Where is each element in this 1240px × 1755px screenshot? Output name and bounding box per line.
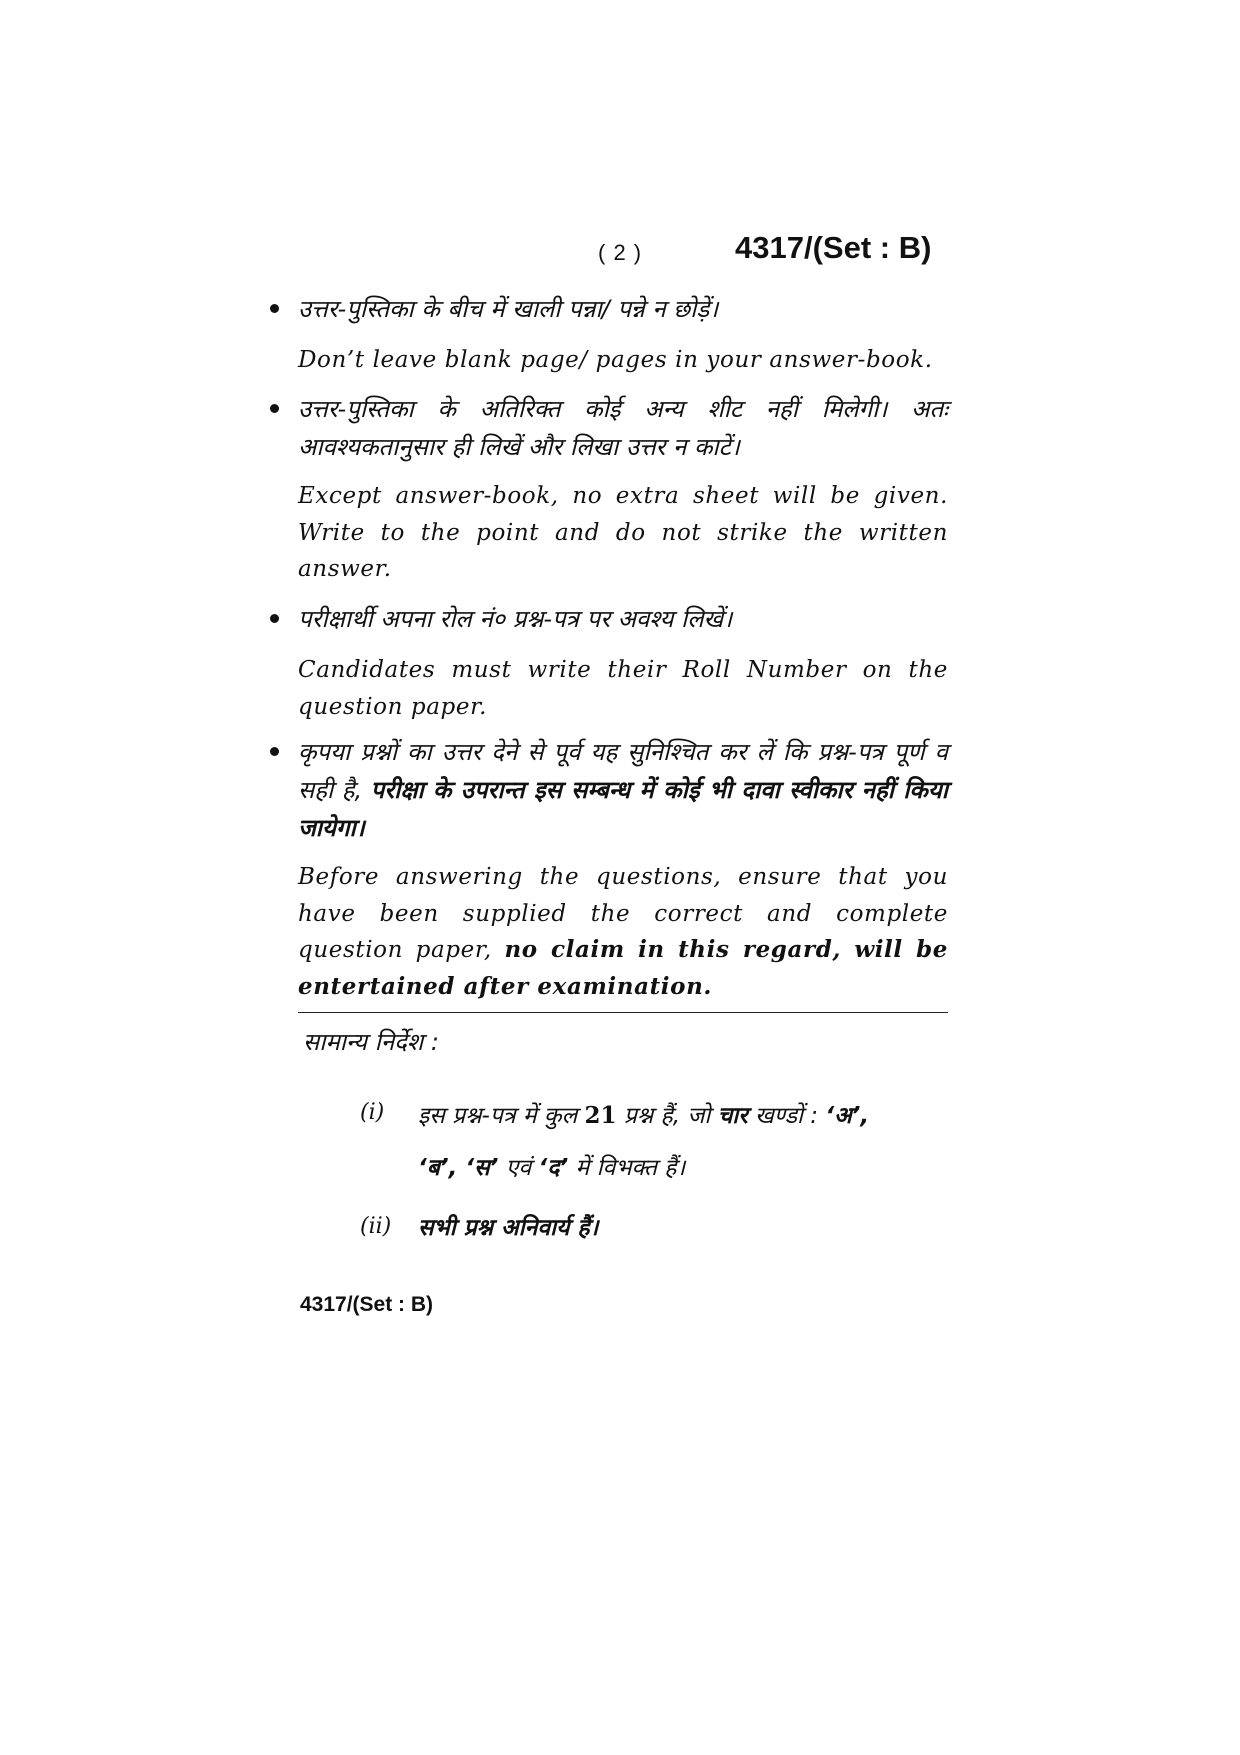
instruction-hindi: उत्तर-पुस्तिका के अतिरिक्त कोई अन्य शीट नहीं मिलेगी। अतः आवश्यकतानुसार ही लिखें और लिखा उत्तर न काटें। — [298, 395, 948, 461]
instruction-item-1 — [298, 290, 948, 379]
instruction-english-bold: no claim in this regard, will be entertained after examination. — [298, 936, 948, 1000]
general-instructions-heading: सामान्य निर्देश : — [303, 1028, 439, 1056]
instruction-item-2 — [298, 390, 948, 588]
instruction-english: Candidates must write their Roll Number on the question paper. — [298, 657, 948, 720]
bullet-icon — [270, 747, 279, 756]
text-segment: सभी प्रश्न अनिवार्य हैं। — [418, 1215, 599, 1241]
section-label: ‘द’ — [538, 1155, 569, 1181]
section-label: ‘ब’, ‘स’ — [418, 1155, 499, 1181]
paper-code-footer: 4317/(Set : B) — [300, 1293, 434, 1316]
general-instruction-item-2 — [418, 1202, 948, 1254]
general-instruction-item-1 — [418, 1090, 948, 1194]
instruction-english: Don’t leave blank page/ pages in your answer-book. — [298, 347, 933, 373]
instruction-item-4 — [298, 733, 948, 1005]
instruction-hindi-bold: परीक्षा के उपरान्त इस सम्बन्ध में कोई भी दावा स्वीकार नहीं किया जायेगा। — [298, 776, 948, 842]
text-segment: इस प्रश्न-पत्र में कुल — [418, 1103, 578, 1129]
instruction-item-3 — [298, 600, 948, 725]
text-segment: खण्डों : — [754, 1103, 819, 1129]
paper-code-header: 4317/(Set : B) — [735, 230, 932, 265]
bullet-icon — [270, 304, 279, 313]
divider — [298, 1012, 948, 1013]
instruction-english-text: Before answering the questions, ensure that you have been supplied the correct and complete question paper, — [298, 864, 948, 963]
general-instruction-number: (ii) — [360, 1214, 392, 1239]
question-count: 21 — [584, 1102, 617, 1129]
text-segment: एवं — [505, 1155, 532, 1181]
text-segment: में विभक्त हैं। — [575, 1155, 686, 1181]
bullet-icon — [270, 404, 279, 413]
instruction-hindi-text: कृपया प्रश्नों का उत्तर देने से पूर्व यह सुनिश्चित कर लें कि प्रश्न-पत्र पूर्ण व सही है, — [298, 738, 948, 804]
bullet-icon — [270, 614, 279, 623]
text-segment: प्रश्न हैं, जो — [623, 1103, 711, 1129]
section-label: ‘अ’, — [825, 1103, 870, 1129]
instruction-hindi: परीक्षार्थी अपना रोल नं० प्रश्न-पत्र पर अवश्य लिखें। — [298, 605, 733, 633]
general-instruction-number: (i) — [360, 1100, 385, 1125]
page-number: ( 2 ) — [598, 240, 643, 265]
instruction-hindi — [298, 733, 948, 847]
section-count-word: चार — [717, 1103, 748, 1129]
instruction-english: Except answer-book, no extra sheet will be given. Write to the point and do not strike the written answer. — [298, 483, 948, 582]
instruction-hindi: उत्तर-पुस्तिका के बीच में खाली पन्ना/ पन्ने न छोड़ें। — [298, 295, 719, 323]
instruction-english — [298, 859, 948, 1005]
